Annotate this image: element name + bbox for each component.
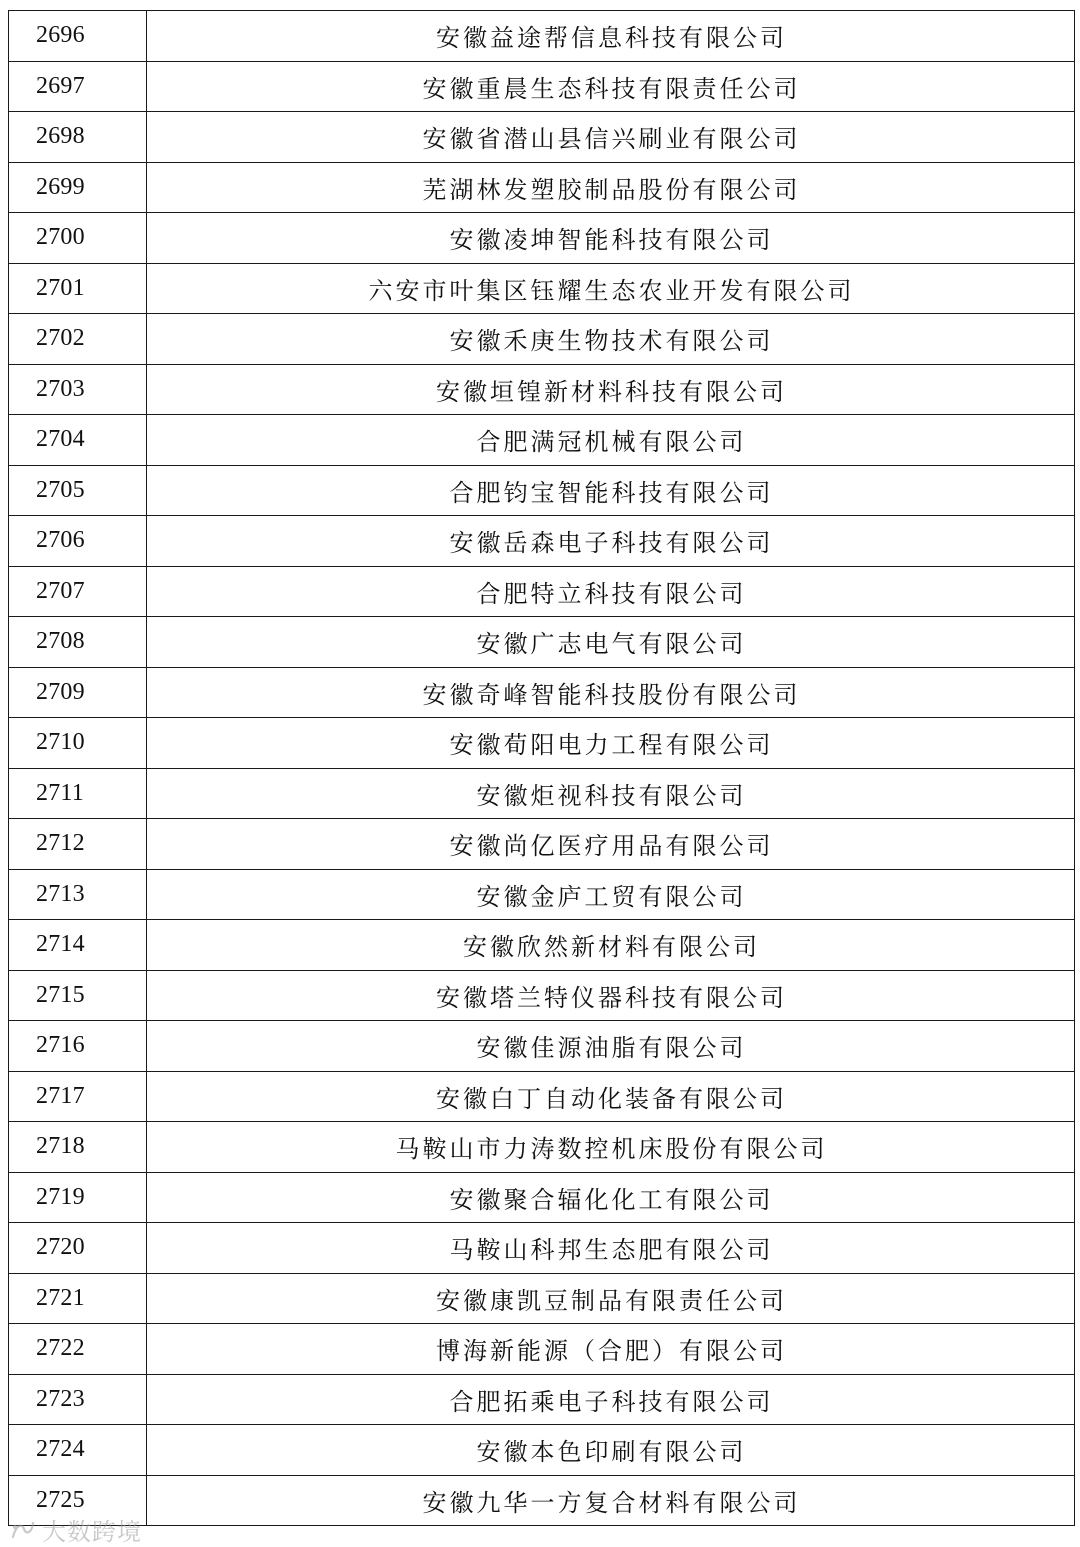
company-name-cell: 合肥钧宝智能科技有限公司 — [147, 465, 1075, 516]
row-number-cell: 2712 — [9, 819, 147, 870]
company-list-table-container — [8, 10, 1075, 1526]
company-name-cell: 博海新能源（合肥）有限公司 — [147, 1324, 1075, 1375]
table-row — [9, 1324, 1075, 1375]
company-name-cell: 安徽垣锽新材料科技有限公司 — [147, 364, 1075, 415]
row-number-cell: 2708 — [9, 617, 147, 668]
company-name-cell: 安徽禾庚生物技术有限公司 — [147, 314, 1075, 365]
company-name-cell: 安徽省潜山县信兴刷业有限公司 — [147, 112, 1075, 163]
row-number-cell: 2721 — [9, 1273, 147, 1324]
row-number-cell: 2698 — [9, 112, 147, 163]
company-name-cell: 安徽尚亿医疗用品有限公司 — [147, 819, 1075, 870]
row-number-cell: 2717 — [9, 1071, 147, 1122]
company-name-cell: 安徽聚合辐化化工有限公司 — [147, 1172, 1075, 1223]
company-name-cell: 安徽本色印刷有限公司 — [147, 1425, 1075, 1476]
row-number-cell: 2716 — [9, 1021, 147, 1072]
table-row — [9, 667, 1075, 718]
table-row — [9, 112, 1075, 163]
table-row — [9, 566, 1075, 617]
row-number-cell: 2696 — [9, 11, 147, 62]
row-number-cell: 2705 — [9, 465, 147, 516]
company-name-cell: 安徽岳森电子科技有限公司 — [147, 516, 1075, 567]
table-row — [9, 61, 1075, 112]
company-name-cell: 安徽荀阳电力工程有限公司 — [147, 718, 1075, 769]
row-number-cell: 2701 — [9, 263, 147, 314]
table-row — [9, 920, 1075, 971]
table-row — [9, 213, 1075, 264]
table-row — [9, 1172, 1075, 1223]
table-row — [9, 314, 1075, 365]
company-name-cell: 安徽金庐工贸有限公司 — [147, 869, 1075, 920]
row-number-cell: 2706 — [9, 516, 147, 567]
company-name-cell: 安徽奇峰智能科技股份有限公司 — [147, 667, 1075, 718]
company-name-cell: 安徽益途帮信息科技有限公司 — [147, 11, 1075, 62]
table-row — [9, 364, 1075, 415]
row-number-cell: 2718 — [9, 1122, 147, 1173]
company-name-cell: 芜湖林发塑胶制品股份有限公司 — [147, 162, 1075, 213]
company-name-cell: 六安市叶集区钰耀生态农业开发有限公司 — [147, 263, 1075, 314]
company-name-cell: 安徽炬视科技有限公司 — [147, 768, 1075, 819]
company-name-cell: 安徽佳源油脂有限公司 — [147, 1021, 1075, 1072]
table-body — [9, 11, 1075, 1526]
row-number-cell: 2719 — [9, 1172, 147, 1223]
table-row — [9, 718, 1075, 769]
row-number-cell: 2702 — [9, 314, 147, 365]
table-row — [9, 1021, 1075, 1072]
table-row — [9, 768, 1075, 819]
company-name-cell: 安徽康凯豆制品有限责任公司 — [147, 1273, 1075, 1324]
row-number-cell: 2714 — [9, 920, 147, 971]
company-name-cell: 马鞍山科邦生态肥有限公司 — [147, 1223, 1075, 1274]
company-name-cell: 安徽凌坤智能科技有限公司 — [147, 213, 1075, 264]
row-number-cell: 2720 — [9, 1223, 147, 1274]
table-row — [9, 1122, 1075, 1173]
table-row — [9, 415, 1075, 466]
company-name-cell: 安徽九华一方复合材料有限公司 — [147, 1475, 1075, 1526]
row-number-cell: 2713 — [9, 869, 147, 920]
company-list-table — [8, 10, 1075, 1526]
row-number-cell: 2700 — [9, 213, 147, 264]
company-name-cell: 安徽重晨生态科技有限责任公司 — [147, 61, 1075, 112]
table-row — [9, 465, 1075, 516]
row-number-cell: 2709 — [9, 667, 147, 718]
table-row — [9, 617, 1075, 668]
company-name-cell: 安徽欣然新材料有限公司 — [147, 920, 1075, 971]
company-name-cell: 安徽广志电气有限公司 — [147, 617, 1075, 668]
row-number-cell: 2707 — [9, 566, 147, 617]
company-name-cell: 马鞍山市力涛数控机床股份有限公司 — [147, 1122, 1075, 1173]
table-row — [9, 1273, 1075, 1324]
row-number-cell: 2724 — [9, 1425, 147, 1476]
row-number-cell: 2725 — [9, 1475, 147, 1526]
table-row — [9, 970, 1075, 1021]
row-number-cell: 2704 — [9, 415, 147, 466]
company-name-cell: 合肥拓乘电子科技有限公司 — [147, 1374, 1075, 1425]
table-row — [9, 1374, 1075, 1425]
row-number-cell: 2711 — [9, 768, 147, 819]
row-number-cell: 2723 — [9, 1374, 147, 1425]
row-number-cell: 2710 — [9, 718, 147, 769]
table-row — [9, 516, 1075, 567]
table-row — [9, 869, 1075, 920]
watermark-text: 大数跨境 — [42, 1518, 142, 1546]
table-row — [9, 1425, 1075, 1476]
company-name-cell: 合肥特立科技有限公司 — [147, 566, 1075, 617]
table-row — [9, 162, 1075, 213]
table-row — [9, 819, 1075, 870]
row-number-cell: 2699 — [9, 162, 147, 213]
company-name-cell: 安徽白丁自动化装备有限公司 — [147, 1071, 1075, 1122]
company-name-cell: 合肥满冠机械有限公司 — [147, 415, 1075, 466]
table-row — [9, 1223, 1075, 1274]
table-row — [9, 1475, 1075, 1526]
row-number-cell: 2703 — [9, 364, 147, 415]
row-number-cell: 2722 — [9, 1324, 147, 1375]
company-name-cell: 安徽塔兰特仪器科技有限公司 — [147, 970, 1075, 1021]
row-number-cell: 2697 — [9, 61, 147, 112]
table-row — [9, 1071, 1075, 1122]
table-row — [9, 263, 1075, 314]
row-number-cell: 2715 — [9, 970, 147, 1021]
table-row — [9, 11, 1075, 62]
